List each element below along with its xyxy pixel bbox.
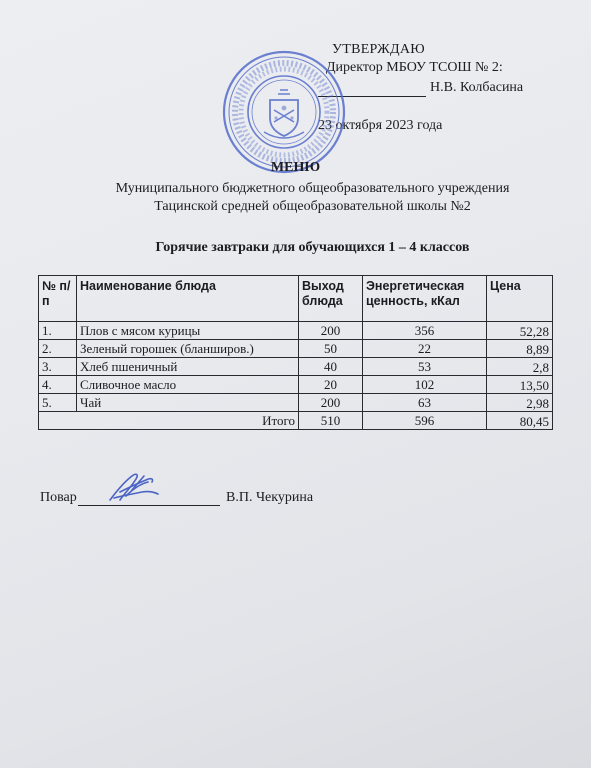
organization-line-1: Муниципального бюджетного общеобразовательного учреждения — [115, 181, 510, 196]
total-energy: 596 — [363, 412, 487, 430]
menu-title: МЕНЮ — [270, 160, 321, 175]
approval-date: 23 октября 2023 года — [318, 118, 443, 133]
table-row — [39, 376, 553, 394]
header-portion: Выход блюда — [299, 276, 363, 322]
dish-energy: 102 — [363, 376, 487, 394]
dish-portion: 50 — [299, 340, 363, 358]
cook-name: В.П. Чекурина — [226, 490, 314, 505]
meal-title: Горячие завтраки для обучающихся 1 – 4 классов — [155, 240, 470, 255]
dish-name: Хлеб пшеничный — [77, 358, 299, 376]
total-label: Итого — [39, 412, 299, 430]
table-row — [39, 322, 553, 340]
header-price: Цена — [487, 276, 553, 322]
total-portion: 510 — [299, 412, 363, 430]
dish-name: Чай — [77, 394, 299, 412]
total-price: 80,45 — [487, 412, 553, 430]
dish-portion: 20 — [299, 376, 363, 394]
table-row — [39, 358, 553, 376]
dish-energy: 356 — [363, 322, 487, 340]
dish-price: 13,50 — [487, 376, 553, 394]
table-row — [39, 394, 553, 412]
organization-line-2: Тацинской средней общеобразовательной школы №2 — [154, 199, 471, 214]
dish-portion: 200 — [299, 394, 363, 412]
cook-signature-line — [78, 505, 220, 506]
dish-energy: 63 — [363, 394, 487, 412]
director-name: Н.В. Колбасина — [430, 80, 524, 95]
dish-name: Плов с мясом курицы — [77, 322, 299, 340]
dish-portion: 40 — [299, 358, 363, 376]
dish-name: Сливочное масло — [77, 376, 299, 394]
header-number: № п/п — [39, 276, 77, 322]
header-dish-name: Наименование блюда — [77, 276, 299, 322]
dish-energy: 22 — [363, 340, 487, 358]
dish-energy: 53 — [363, 358, 487, 376]
row-number: 3. — [39, 358, 77, 376]
approve-title: УТВЕРЖДАЮ — [332, 42, 425, 57]
dish-price: 8,89 — [487, 340, 553, 358]
dish-price: 2,8 — [487, 358, 553, 376]
row-number: 4. — [39, 376, 77, 394]
row-number: 2. — [39, 340, 77, 358]
menu-table — [38, 275, 553, 430]
header-energy: Энергетическая ценность, кКал — [363, 276, 487, 322]
dish-price: 2,98 — [487, 394, 553, 412]
cook-label: Повар — [40, 490, 77, 505]
dish-portion: 200 — [299, 322, 363, 340]
row-number: 1. — [39, 322, 77, 340]
table-total-row — [39, 412, 553, 430]
dish-price: 52,28 — [487, 322, 553, 340]
dish-name: Зеленый горошек (бланширов.) — [77, 340, 299, 358]
handwritten-signature-icon — [102, 470, 160, 504]
row-number: 5. — [39, 394, 77, 412]
school-seal-icon — [220, 48, 348, 176]
director-line: Директор МБОУ ТСОШ № 2: — [326, 60, 503, 75]
table-row — [39, 340, 553, 358]
table-header-row — [39, 276, 553, 322]
